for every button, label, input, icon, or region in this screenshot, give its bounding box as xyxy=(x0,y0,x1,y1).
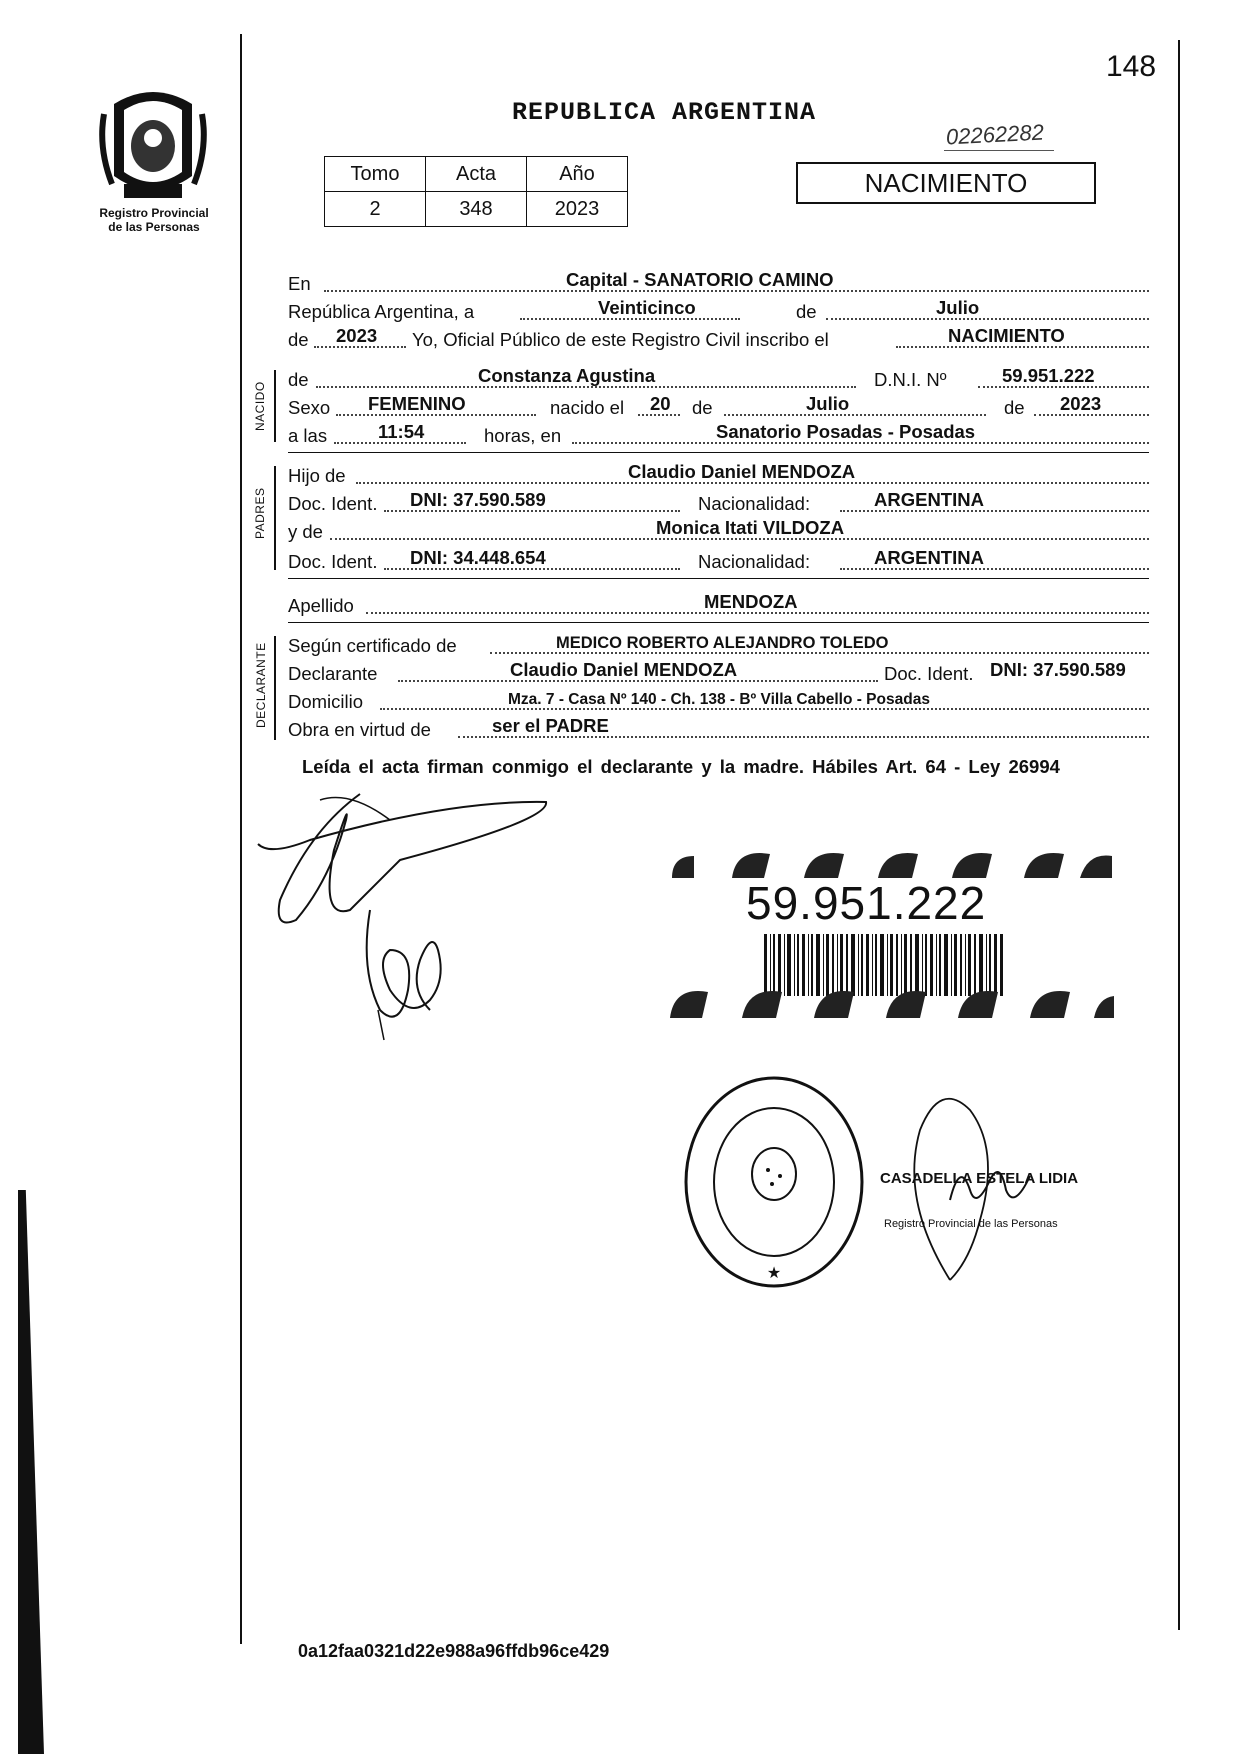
value-birth-year: 2023 xyxy=(1060,393,1102,414)
record-type-box: NACIMIENTO xyxy=(796,162,1096,204)
side-label-padres: PADRES xyxy=(253,487,267,539)
label-de-month: de xyxy=(796,301,817,322)
divider-apellido xyxy=(288,622,1149,623)
register-value-acta: 348 xyxy=(426,192,527,227)
row-year xyxy=(288,325,1149,352)
value-mother-nat: ARGENTINA xyxy=(874,547,984,568)
label-hijo-de: Hijo de xyxy=(288,465,346,486)
value-dni: 59.951.222 xyxy=(1002,365,1095,386)
register-header-tomo: Tomo xyxy=(325,157,426,192)
value-en: Capital - SANATORIO CAMINO xyxy=(566,269,834,290)
register-header-anio: Año xyxy=(527,157,628,192)
label-en: En xyxy=(288,273,311,294)
register-value-tomo: 2 xyxy=(325,192,426,227)
serial-number: 02262282 xyxy=(945,119,1045,150)
register-value-row xyxy=(325,192,628,227)
closing-note: Leída el acta firman conmigo el declarante y la madre. Hábiles Art. 64 - Ley 26994 xyxy=(302,756,1060,777)
value-mother: Monica Itati VILDOZA xyxy=(656,517,845,538)
padres-bracket xyxy=(274,466,276,570)
official-signature xyxy=(890,1080,1070,1300)
province-logo xyxy=(94,84,212,210)
label-republica: República Argentina, a xyxy=(288,301,475,322)
value-birth-month: Julio xyxy=(806,393,850,414)
label-declarante: Declarante xyxy=(288,663,378,684)
row-en xyxy=(288,269,1149,296)
row-republica xyxy=(288,297,1149,324)
label-oficial: Yo, Oficial Público de este Registro Civil inscribo el xyxy=(412,329,829,350)
value-sexo: FEMENINO xyxy=(368,393,466,414)
value-time: 11:54 xyxy=(378,421,425,442)
id-stamp xyxy=(668,842,1116,1022)
serial-underline xyxy=(944,150,1054,151)
scan-edge-mark xyxy=(18,1190,44,1754)
row-sexo xyxy=(288,393,1149,420)
page-number: 148 xyxy=(1106,50,1157,83)
value-decl-doc: DNI: 37.590.589 xyxy=(990,659,1126,680)
row-father xyxy=(288,461,1149,488)
side-label-declarante: DECLARANTE xyxy=(254,642,268,728)
logo-caption xyxy=(84,206,224,234)
value-father: Claudio Daniel MENDOZA xyxy=(628,461,856,482)
label-doc-ident-father: Doc. Ident. xyxy=(288,493,378,514)
value-apellido: MENDOZA xyxy=(704,591,798,612)
value-domicilio: Mza. 7 - Casa Nº 140 - Ch. 138 - Bº Villa Cabello - Posadas xyxy=(508,691,930,708)
document-title: REPUBLICA ARGENTINA xyxy=(512,98,817,127)
value-name: Constanza Agustina xyxy=(478,365,656,386)
divider-nacido xyxy=(288,452,1149,453)
official-seal xyxy=(682,1074,866,1290)
register-table xyxy=(324,156,628,227)
row-declarante xyxy=(288,659,1149,686)
side-label-nacido: NACIDO xyxy=(253,381,267,431)
label-de-year: de xyxy=(288,329,309,350)
label-sexo: Sexo xyxy=(288,397,331,418)
declarante-bracket xyxy=(274,636,276,740)
logo-caption-line1: Registro Provincial xyxy=(99,206,209,220)
row-obra xyxy=(288,715,1149,742)
register-header-row xyxy=(325,157,628,192)
row-apellido xyxy=(288,591,1149,618)
divider-padres xyxy=(288,578,1149,579)
document-hash: 0a12faa0321d22e988a96ffdb96ce429 xyxy=(298,1641,610,1661)
label-de-birth-year: de xyxy=(1004,397,1025,418)
label-y-de: y de xyxy=(288,521,323,542)
label-de-name: de xyxy=(288,369,309,390)
stamp-id-number: 59.951.222 xyxy=(746,877,987,929)
value-mother-doc: DNI: 34.448.654 xyxy=(410,547,546,568)
value-declarante: Claudio Daniel MENDOZA xyxy=(510,659,738,680)
nacido-bracket xyxy=(274,370,276,442)
register-header-acta: Acta xyxy=(426,157,527,192)
value-obra: ser el PADRE xyxy=(492,715,609,736)
label-a-las: a las xyxy=(288,425,328,446)
stamp-pattern-bottom xyxy=(668,978,1116,1022)
dots-month xyxy=(826,318,1149,320)
label-nacionalidad-mother: Nacionalidad: xyxy=(698,551,811,572)
official-name: CASADELLA ESTELA LIDIA xyxy=(880,1170,1079,1187)
dots-birth-month xyxy=(724,414,986,416)
label-apellido: Apellido xyxy=(288,595,354,616)
value-day: Veinticinco xyxy=(598,297,696,318)
label-nacido-el: nacido el xyxy=(550,397,625,418)
seal-icon xyxy=(682,1074,866,1290)
value-place: Sanatorio Posadas - Posadas xyxy=(716,421,976,442)
mother-signature xyxy=(350,890,460,1050)
label-doc-ident-mother: Doc. Ident. xyxy=(288,551,378,572)
logo-caption-line2: de las Personas xyxy=(108,220,200,234)
svg-text:★: ★ xyxy=(766,1265,782,1282)
row-mother xyxy=(288,517,1149,544)
row-mother-doc xyxy=(288,547,1149,574)
value-year: 2023 xyxy=(336,325,378,346)
right-margin-line xyxy=(1178,40,1180,1630)
coat-of-arms-icon xyxy=(94,84,212,210)
row-name xyxy=(288,365,1149,392)
row-time xyxy=(288,421,1149,448)
value-inscribo: NACIMIENTO xyxy=(948,325,1065,346)
official-role: Registro Provincial de las Personas xyxy=(884,1218,1058,1230)
value-father-nat: ARGENTINA xyxy=(874,489,984,510)
row-father-doc xyxy=(288,489,1149,516)
label-dni: D.N.I. Nº xyxy=(874,369,947,390)
register-value-anio: 2023 xyxy=(527,192,628,227)
row-segun xyxy=(288,634,1149,658)
value-father-doc: DNI: 37.590.589 xyxy=(410,489,546,510)
label-decl-doc: Doc. Ident. xyxy=(884,663,974,684)
value-birth-day: 20 xyxy=(650,393,671,414)
label-segun: Según certificado de xyxy=(288,635,457,656)
label-horas: horas, en xyxy=(484,425,562,446)
label-nacionalidad-father: Nacionalidad: xyxy=(698,493,811,514)
label-obra: Obra en virtud de xyxy=(288,719,431,740)
label-domicilio: Domicilio xyxy=(288,691,364,712)
value-month: Julio xyxy=(936,297,980,318)
value-segun: MEDICO ROBERTO ALEJANDRO TOLEDO xyxy=(556,634,889,652)
label-de-birth-month: de xyxy=(692,397,713,418)
left-margin-line xyxy=(240,34,242,1644)
row-domicilio xyxy=(288,690,1149,714)
